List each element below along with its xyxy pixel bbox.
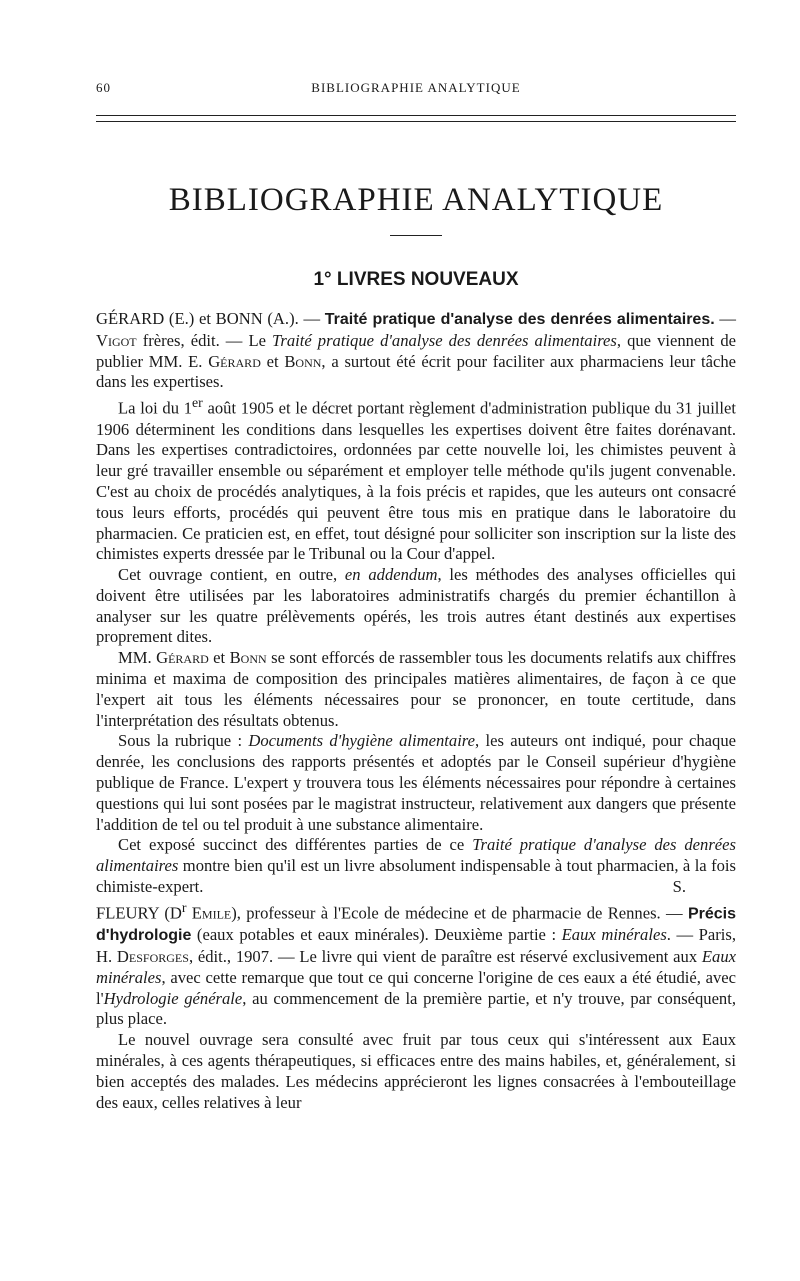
entry-fleury-citation: [96, 898, 736, 1030]
entry-gerard-bonn-citation: [96, 309, 736, 393]
italic-text: Traité pratique d'analyse des denrées alimentaires: [96, 835, 736, 876]
entry-authors: FLEURY (D: [96, 903, 182, 923]
text-run: . — Paris, H.: [96, 925, 736, 966]
superscript: er: [192, 395, 203, 411]
article-body: [96, 309, 736, 1113]
author-name: Gérard: [156, 648, 209, 668]
text-run: montre bien qu'il est un livre absolument indispensable à tout pharmacien, à la fois chimiste-expert.: [96, 856, 736, 897]
italic-text: Eaux minérales: [561, 925, 667, 945]
italic-text: Hydrologie générale: [103, 988, 243, 1008]
text-run: se sont efforcés de rassembler tous les documents relatifs aux chiffres minima et maxima de composition des principales matières alimentaires, de façon à ce que l'expert ait tous les éléments nécessaires pour se prononcer, en toute certitude, dans l'interprétation des résultats obtenus.: [96, 648, 736, 730]
author-name: Bonn: [229, 648, 267, 668]
paragraph: [96, 565, 736, 648]
running-title: BIBLIOGRAPHIE ANALYTIQUE: [311, 80, 521, 95]
italic-text: Documents d'hygiène alimentaire: [248, 731, 476, 751]
paragraph: [96, 835, 736, 897]
header-double-rule: [96, 115, 736, 122]
running-head: [96, 80, 736, 100]
page-title: BIBLIOGRAPHIE ANALYTIQUE: [168, 182, 664, 218]
text-run: , les méthodes des analyses officielles qui doivent être utilisées par les laboratoires administratifs chargés du premier échantillon à analyser sur les quatre prélèvements opérés, les trois autres étant destinés aux expertises proprement dites.: [96, 565, 736, 647]
entry-book-title: Traité pratique d'analyse des denrées alimentaires.: [324, 311, 715, 328]
paragraph: [96, 648, 736, 731]
paragraph: [96, 731, 736, 835]
page-number: 60: [96, 80, 111, 95]
text-run: (eaux potables et eaux minérales). Deuxième partie :: [191, 925, 562, 945]
publisher-name: Desforges: [116, 946, 189, 966]
superscript: r: [181, 899, 187, 915]
text-run: Cet ouvrage contient, en outre,: [118, 565, 345, 585]
text-run: —: [714, 309, 736, 328]
text-run: , au commencement de la première partie, et n'y trouve, par conséquent, plus place.: [96, 988, 736, 1029]
author-name: Bonn: [284, 351, 322, 371]
text-run: ), professeur à l'Ecole de médecine et de pharmacie de Rennes. —: [231, 903, 688, 923]
text-run: et: [260, 351, 285, 371]
text-run: Cet exposé succinct des différentes parties de ce: [118, 835, 473, 855]
text-run: frères, édit. — Le: [136, 330, 273, 350]
italic-text: Eaux minérales: [96, 946, 737, 987]
italic-title: Traité pratique d'analyse des denrées alimentaires: [272, 330, 617, 350]
author-name: Emile: [186, 903, 232, 923]
text-run: Sous la rubrique :: [118, 731, 249, 751]
entry-authors: GÉRARD (E.) et BONN (A.). —: [96, 309, 325, 328]
reviewer-signature: S.: [672, 877, 686, 897]
paragraph: [96, 393, 736, 565]
text-run: , a surtout été écrit pour faciliter aux pharmaciens leur tâche dans les expertises.: [96, 351, 736, 392]
italic-text: en addendum: [344, 565, 438, 585]
text-run: , avec cette remarque que tout ce qui concerne l'origine de ces eaux a été étudié, avec l': [96, 967, 736, 1008]
author-name: Gérard: [208, 351, 261, 371]
text-run: MM.: [118, 648, 157, 668]
publisher-name: Vigot: [96, 330, 137, 350]
text-run: , que viennent de publier MM. E.: [96, 330, 736, 371]
title-divider: [390, 235, 442, 236]
text-run: La loi du 1: [118, 398, 193, 418]
entry-book-title: Précis d'hydrologie: [96, 905, 736, 945]
section-heading: 1° LIVRES NOUVEAUX: [313, 269, 519, 290]
text-run: , édit., 1907. — Le livre qui vient de paraître est réservé exclusivement aux: [188, 946, 702, 966]
paragraph: Le nouvel ouvrage sera consulté avec fruit par tous ceux qui s'intéressent aux Eaux minérales, à ces agents thérapeutiques, si efficaces entre des mains habiles, et, généralement, si bien acceptés des malades. Les médecins apprécieront les lignes consacrées à l'embouteillage des eaux, celles relatives à leur: [96, 1030, 736, 1112]
text-run: , les auteurs ont indiqué, pour chaque denrée, les conclusions des rapports présentés et adoptés par le Conseil supérieur d'hygiène publique de France. L'expert y trouvera tous les éléments nécessaires pour répondre à certaines questions qui lui sont posées par le magistrat instructeur, relativement aux dangers que présente l'addition de tel ou tel produit à une substance alimentaire.: [96, 731, 736, 834]
text-run: août 1905 et le décret portant règlement d'administration publique du 31 juillet 1906 déterminent les conditions dans lesquelles les expertises doivent être faites dorénavant. Dans les expertises contradictoires, ordonnées par cette nouvelle loi, les chimistes peuvent à leur gré travailler ensemble ou séparément et employer telle méthode qu'ils jugent convenable. C'est au choix de procédés analytiques, à la fois précis et rapides, que les auteurs ont consacré tous leurs efforts, procédés qui peuvent être tous mis en pratique dans le laboratoire du pharmacien. Ce praticien est, en effet, tout désigné pour solliciter son inscription sur la liste des chimistes experts dressée par le Tribunal ou la Cour d'appel.: [96, 398, 737, 564]
text-run: et: [208, 648, 230, 668]
